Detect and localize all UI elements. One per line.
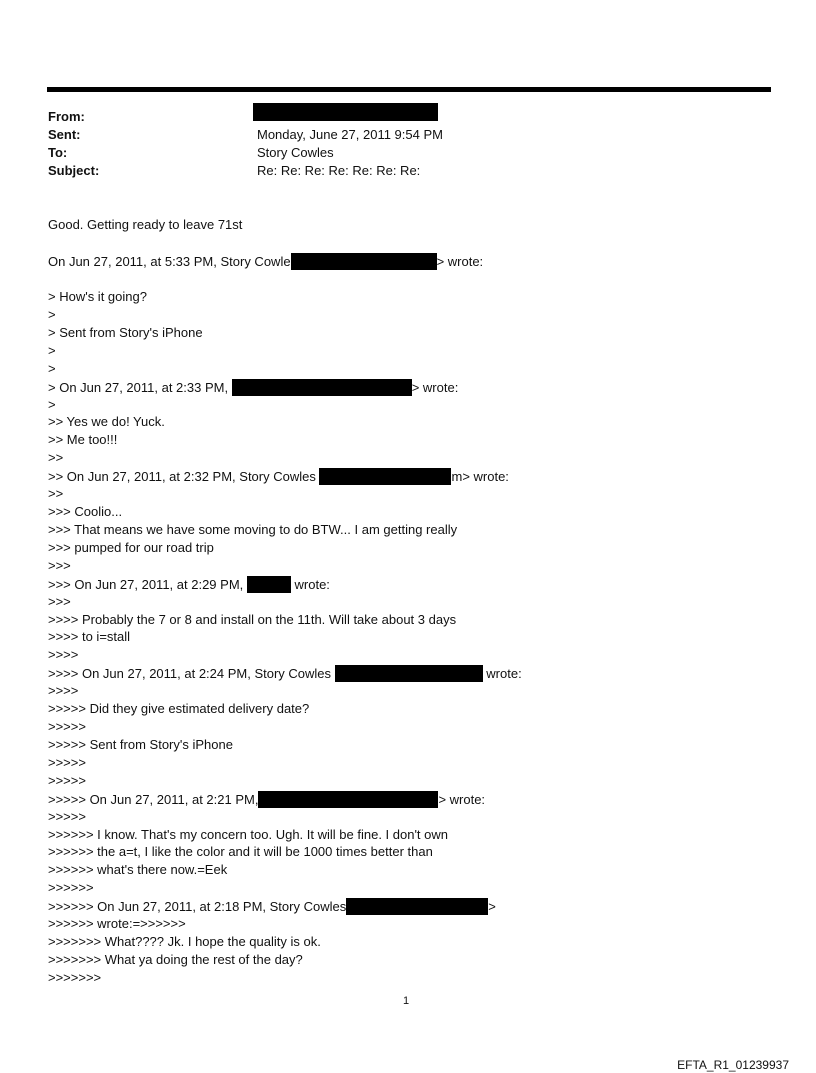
line-text: > wrote:: [411, 380, 459, 395]
header-rule: [47, 87, 771, 92]
redaction: [335, 665, 483, 682]
body-line: >: [48, 361, 56, 376]
body-line: >> Me too!!!: [48, 432, 118, 447]
body-line: >>>>>> what's there now.=Eek: [48, 862, 228, 877]
body-line: >>>>>>> What???? Jk. I hope the quality is ok.: [48, 934, 321, 949]
line-text: >>>> On Jun 27, 2011, at 2:24 PM, Story Cowles: [48, 666, 332, 681]
body-line: >>> Coolio...: [48, 504, 123, 519]
body-line: >>>: [48, 558, 71, 573]
body-line: >>>>: [48, 683, 79, 698]
to-label: To:: [48, 145, 68, 160]
body-line: >: [48, 397, 56, 412]
body-line: [48, 791, 485, 808]
redaction: [291, 253, 437, 270]
line-text: >> On Jun 27, 2011, at 2:32 PM, Story Cowles: [48, 469, 316, 484]
body-line: >>: [48, 450, 64, 465]
body-line: >>>>>> I know. That's my concern too. Ugh. It will be fine. I don't own: [48, 827, 449, 842]
line-text: wrote:: [294, 577, 330, 592]
redaction: [258, 791, 438, 808]
body-line: [48, 898, 496, 915]
line-text: >>> On Jun 27, 2011, at 2:29 PM,: [48, 577, 244, 592]
line-text: m> wrote:: [451, 469, 509, 484]
body-line: [48, 379, 458, 396]
footer-id: EFTA_R1_01239937: [677, 1058, 789, 1072]
body-line: > How's it going?: [48, 289, 147, 304]
redaction: [346, 898, 488, 915]
body-line: [48, 576, 330, 593]
body-line: [48, 468, 509, 485]
subject-value: Re: Re: Re: Re: Re: Re: Re:: [257, 163, 421, 178]
to-value: Story Cowles: [257, 145, 334, 160]
body-line: Good. Getting ready to leave 71st: [48, 217, 243, 232]
body-line: >>>>>>: [48, 880, 94, 895]
body-line: [48, 253, 483, 270]
line-text: >>>>> On Jun 27, 2011, at 2:21 PM,: [48, 792, 259, 807]
body-line: >>>>>: [48, 719, 86, 734]
body-line: >>>>: [48, 647, 79, 662]
redaction: [247, 576, 291, 593]
body-line: >>: [48, 486, 64, 501]
body-line: >>>>>> the a=t, I like the color and it will be 1000 times better than: [48, 844, 433, 859]
body-line: >>> That means we have some moving to do BTW... I am getting really: [48, 522, 458, 537]
body-line: >> Yes we do! Yuck.: [48, 414, 165, 429]
body-line: > Sent from Story's iPhone: [48, 325, 203, 340]
body-line: >>>: [48, 594, 71, 609]
subject-label: Subject:: [48, 163, 100, 178]
redaction: [232, 379, 412, 396]
body-line: >>>>>: [48, 773, 86, 788]
body-line: >>>> Probably the 7 or 8 and install on the 11th. Will take about 3 days: [48, 612, 457, 627]
body-line: >: [48, 307, 56, 322]
sent-value: Monday, June 27, 2011 9:54 PM: [257, 127, 443, 142]
body-line: >>>>>> wrote:=>>>>>>: [48, 916, 186, 931]
line-text: > On Jun 27, 2011, at 2:33 PM,: [48, 380, 229, 395]
body-line: >>>>> Did they give estimated delivery date?: [48, 701, 310, 716]
body-line: >>>>>>>: [48, 970, 102, 985]
redaction-from: [253, 103, 438, 121]
body-line: >: [48, 343, 56, 358]
sent-label: Sent:: [48, 127, 81, 142]
body-line: >>>>>>> What ya doing the rest of the day?: [48, 952, 303, 967]
line-text: > wrote:: [438, 792, 486, 807]
from-label: From:: [48, 109, 85, 124]
body-line: >>> pumped for our road trip: [48, 540, 214, 555]
redaction: [319, 468, 451, 485]
body-line: >>>>>: [48, 755, 86, 770]
line-text: >: [488, 899, 496, 914]
body-line: >>>>>: [48, 809, 86, 824]
page-number: 1: [403, 995, 410, 1007]
line-text: >>>>>> On Jun 27, 2011, at 2:18 PM, Story Cowles: [48, 899, 347, 914]
line-text: On Jun 27, 2011, at 5:33 PM, Story Cowle: [48, 254, 291, 269]
body-line: >>>> to i=stall: [48, 629, 131, 644]
body-line: >>>>> Sent from Story's iPhone: [48, 737, 233, 752]
line-text: wrote:: [486, 666, 522, 681]
line-text: > wrote:: [436, 254, 484, 269]
body-line: [48, 665, 522, 682]
